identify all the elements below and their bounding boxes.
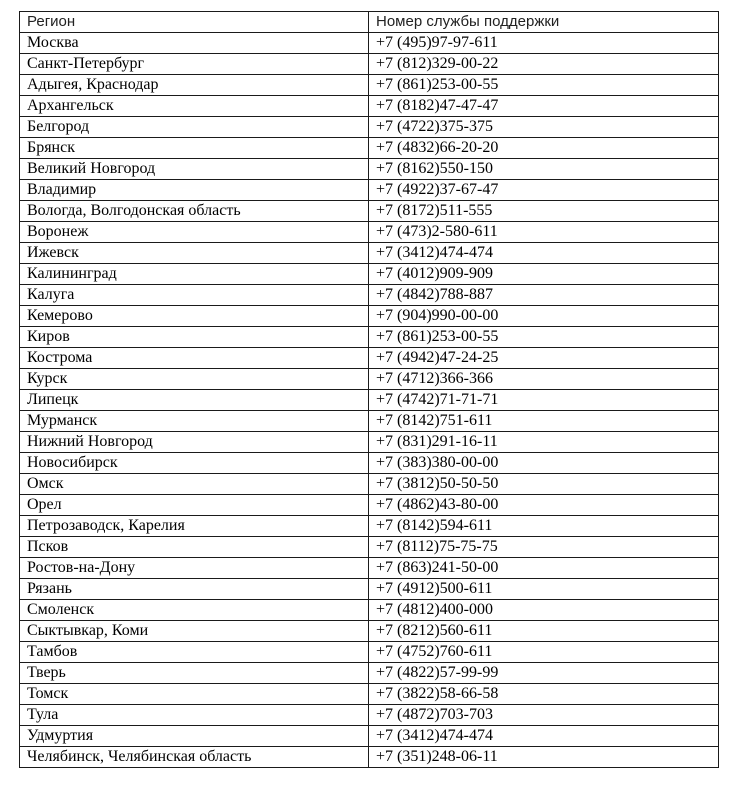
phone-cell: +7 (4832)66-20-20 [369, 138, 719, 159]
phone-cell: +7 (831)291-16-11 [369, 432, 719, 453]
table-row [20, 747, 719, 768]
table-row [20, 264, 719, 285]
phone-cell: +7 (8182)47-47-47 [369, 96, 719, 117]
table-row [20, 390, 719, 411]
phone-cell: +7 (4752)760-611 [369, 642, 719, 663]
table-row [20, 369, 719, 390]
region-cell: Адыгея, Краснодар [20, 75, 369, 96]
table-row [20, 159, 719, 180]
region-cell: Петрозаводск, Карелия [20, 516, 369, 537]
support-phone-table [19, 11, 719, 768]
region-cell: Архангельск [20, 96, 369, 117]
table-row [20, 54, 719, 75]
table-row [20, 96, 719, 117]
region-cell: Новосибирск [20, 453, 369, 474]
table-row [20, 33, 719, 54]
region-cell: Удмуртия [20, 726, 369, 747]
table-header-row [20, 12, 719, 33]
table-row [20, 285, 719, 306]
region-cell: Псков [20, 537, 369, 558]
phone-cell: +7 (4872)703-703 [369, 705, 719, 726]
table-row [20, 579, 719, 600]
region-cell: Омск [20, 474, 369, 495]
phone-cell: +7 (812)329-00-22 [369, 54, 719, 75]
table-row [20, 537, 719, 558]
region-cell: Калининград [20, 264, 369, 285]
phone-cell: +7 (8112)75-75-75 [369, 537, 719, 558]
region-cell: Тверь [20, 663, 369, 684]
table-row [20, 453, 719, 474]
region-cell: Нижний Новгород [20, 432, 369, 453]
region-cell: Смоленск [20, 600, 369, 621]
table-row [20, 75, 719, 96]
table-row [20, 306, 719, 327]
phone-cell: +7 (8142)751-611 [369, 411, 719, 432]
region-cell: Санкт-Петербург [20, 54, 369, 75]
table-row [20, 600, 719, 621]
table-row [20, 411, 719, 432]
phone-cell: +7 (383)380-00-00 [369, 453, 719, 474]
region-cell: Орел [20, 495, 369, 516]
phone-cell: +7 (3412)474-474 [369, 726, 719, 747]
table-row [20, 495, 719, 516]
table-row [20, 348, 719, 369]
table-row [20, 201, 719, 222]
region-cell: Тамбов [20, 642, 369, 663]
phone-cell: +7 (4722)375-375 [369, 117, 719, 138]
table-row [20, 558, 719, 579]
phone-cell: +7 (861)253-00-55 [369, 75, 719, 96]
region-cell: Рязань [20, 579, 369, 600]
region-cell: Челябинск, Челябинская область [20, 747, 369, 768]
phone-cell: +7 (4712)366-366 [369, 369, 719, 390]
table-row [20, 726, 719, 747]
phone-cell: +7 (861)253-00-55 [369, 327, 719, 348]
table-row [20, 117, 719, 138]
phone-cell: +7 (4862)43-80-00 [369, 495, 719, 516]
region-cell: Тула [20, 705, 369, 726]
table-row [20, 705, 719, 726]
region-cell: Владимир [20, 180, 369, 201]
region-cell: Великий Новгород [20, 159, 369, 180]
region-cell: Ижевск [20, 243, 369, 264]
region-cell: Кострома [20, 348, 369, 369]
table-row [20, 327, 719, 348]
table-row [20, 222, 719, 243]
phone-cell: +7 (8212)560-611 [369, 621, 719, 642]
phone-cell: +7 (4942)47-24-25 [369, 348, 719, 369]
phone-cell: +7 (4822)57-99-99 [369, 663, 719, 684]
region-cell: Мурманск [20, 411, 369, 432]
region-cell: Кемерово [20, 306, 369, 327]
phone-cell: +7 (473)2-580-611 [369, 222, 719, 243]
phone-cell: +7 (4012)909-909 [369, 264, 719, 285]
table-row [20, 663, 719, 684]
phone-cell: +7 (351)248-06-11 [369, 747, 719, 768]
phone-cell: +7 (3822)58-66-58 [369, 684, 719, 705]
region-cell: Томск [20, 684, 369, 705]
phone-cell: +7 (4912)500-611 [369, 579, 719, 600]
table-row [20, 642, 719, 663]
region-cell: Вологда, Волгодонская область [20, 201, 369, 222]
phone-cell: +7 (863)241-50-00 [369, 558, 719, 579]
phone-cell: +7 (3812)50-50-50 [369, 474, 719, 495]
table-row [20, 243, 719, 264]
table-row [20, 684, 719, 705]
table-row [20, 180, 719, 201]
phone-column-header: Номер службы поддержки [369, 12, 719, 33]
phone-cell: +7 (8162)550-150 [369, 159, 719, 180]
region-cell: Белгород [20, 117, 369, 138]
region-cell: Воронеж [20, 222, 369, 243]
phone-cell: +7 (8142)594-611 [369, 516, 719, 537]
table-row [20, 474, 719, 495]
region-cell: Липецк [20, 390, 369, 411]
phone-cell: +7 (495)97-97-611 [369, 33, 719, 54]
table-row [20, 432, 719, 453]
phone-cell: +7 (4742)71-71-71 [369, 390, 719, 411]
region-cell: Москва [20, 33, 369, 54]
region-cell: Брянск [20, 138, 369, 159]
phone-cell: +7 (4812)400-000 [369, 600, 719, 621]
region-cell: Курск [20, 369, 369, 390]
phone-cell: +7 (4842)788-887 [369, 285, 719, 306]
table-row [20, 138, 719, 159]
phone-cell: +7 (4922)37-67-47 [369, 180, 719, 201]
phone-cell: +7 (8172)511-555 [369, 201, 719, 222]
region-cell: Калуга [20, 285, 369, 306]
table-row [20, 516, 719, 537]
table-row [20, 621, 719, 642]
phone-cell: +7 (904)990-00-00 [369, 306, 719, 327]
table-body [20, 33, 719, 768]
region-column-header: Регион [20, 12, 369, 33]
region-cell: Ростов-на-Дону [20, 558, 369, 579]
phone-cell: +7 (3412)474-474 [369, 243, 719, 264]
region-cell: Сыктывкар, Коми [20, 621, 369, 642]
region-cell: Киров [20, 327, 369, 348]
